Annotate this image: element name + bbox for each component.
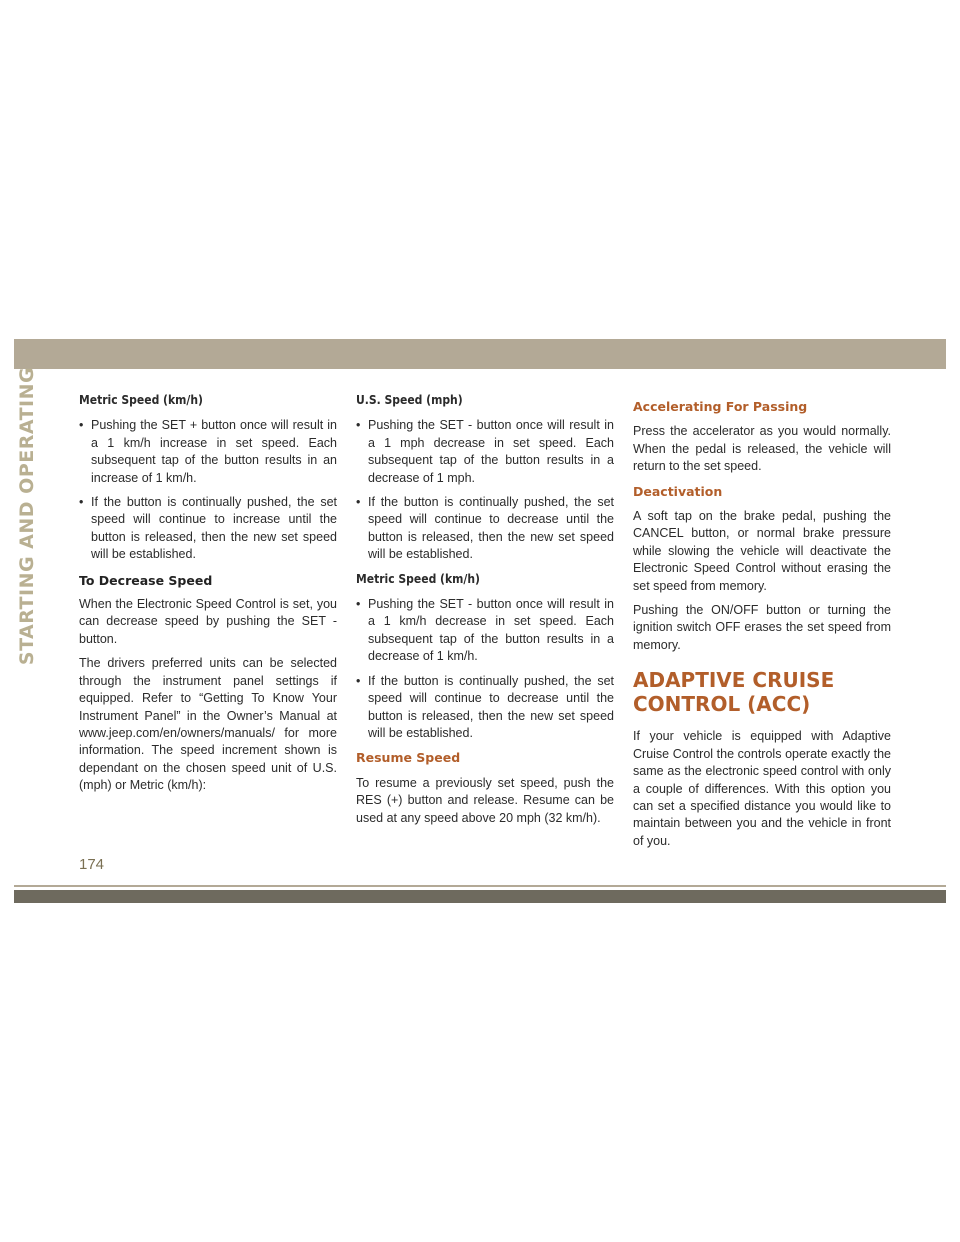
decrease-speed-heading: To Decrease Speed bbox=[79, 572, 213, 588]
list-item-text: If the button is continually pushed, the set speed will continue to decrease until the button is released, then the new set speed will be established. bbox=[368, 495, 614, 562]
list-item bbox=[356, 417, 614, 487]
bullet-icon: • bbox=[356, 673, 361, 688]
list-item bbox=[79, 417, 337, 487]
footer-bar bbox=[14, 890, 946, 903]
bullet-icon: • bbox=[356, 597, 361, 612]
list-item-text: Pushing the SET - button once will result in a 1 mph decrease in set speed. Each subsequent tap of the button results in a decrease of 1 mph. bbox=[368, 418, 614, 485]
header-bar bbox=[14, 339, 946, 369]
paragraph: A soft tap on the brake pedal, pushing the CANCEL button, or normal brake pressure while slowing the vehicle will deactivate the Electronic Speed Control without erasing the set speed from memory. bbox=[633, 509, 891, 593]
list-item-text: Pushing the SET + button once will result in a 1 km/h increase in set speed. Each subsequent tap of the button results in an increase of 1 km/h. bbox=[91, 418, 337, 485]
bullet-icon: • bbox=[79, 495, 84, 510]
deactivation-heading: Deactivation bbox=[633, 483, 723, 499]
us-speed-heading: U.S. Speed (mph) bbox=[356, 393, 463, 407]
list-item-text: If the button is continually pushed, the set speed will continue to decrease until the button is released, then the new set speed will be established. bbox=[368, 673, 614, 740]
metric-speed-heading: Metric Speed (km/h) bbox=[356, 571, 480, 586]
metric-speed-heading: Metric Speed (km/h) bbox=[79, 393, 203, 407]
column-right bbox=[633, 392, 891, 857]
footer-divider bbox=[14, 885, 946, 887]
list-item bbox=[356, 596, 614, 666]
bullet-icon: • bbox=[356, 418, 361, 433]
paragraph: Press the accelerator as you would normally. When the pedal is released, the vehicle will return to the set speed. bbox=[633, 424, 891, 474]
list-item-text: If the button is continually pushed, the set speed will continue to increase until the button is released, then the new set speed will be established. bbox=[91, 495, 337, 562]
column-middle bbox=[356, 392, 614, 834]
column-left bbox=[79, 392, 337, 802]
accelerating-heading: Accelerating For Passing bbox=[633, 399, 808, 414]
section-tab-label: STARTING AND OPERATING bbox=[16, 366, 39, 666]
list-item bbox=[356, 673, 614, 743]
bullet-icon: • bbox=[356, 495, 361, 510]
paragraph: To resume a previously set speed, push the RES (+) button and release. Resume can be used at any speed above 20 mph (32 km/h). bbox=[356, 775, 614, 825]
section-tab bbox=[14, 366, 40, 666]
bullet-icon: • bbox=[79, 418, 84, 433]
paragraph: If your vehicle is equipped with Adaptive Cruise Control the controls operate exactly the same as the electronic speed control with only a couple of differences. With this option you can set a specified distance you would like to maintain between you and the vehicle in front of you. bbox=[633, 729, 891, 848]
acc-heading: ADAPTIVE CRUISE CONTROL (ACC) bbox=[633, 668, 835, 717]
paragraph: Pushing the ON/OFF button or turning the ignition switch OFF erases the set speed from memory. bbox=[633, 603, 891, 652]
list-item bbox=[356, 494, 614, 564]
paragraph: When the Electronic Speed Control is set, you can decrease speed by pushing the SET - button. bbox=[79, 597, 337, 646]
page-number: 174 bbox=[79, 856, 105, 873]
list-item-text: Pushing the SET - button once will result in a 1 km/h decrease in set speed. Each subsequent tap of the button results in a decrease of 1 km/h. bbox=[368, 597, 614, 664]
resume-speed-heading: Resume Speed bbox=[356, 750, 461, 766]
list-item bbox=[79, 494, 337, 564]
paragraph: The drivers preferred units can be selected through the instrument panel settings if equipped. Refer to “Getting To Know Your Instrument Panel” in the Owner’s Manual at www.jeep.com/en/owners/manuals/ for more information. The speed increment shown is dependant on the chosen speed unit of U.S. (mph) or Metric (km/h): bbox=[79, 656, 337, 793]
